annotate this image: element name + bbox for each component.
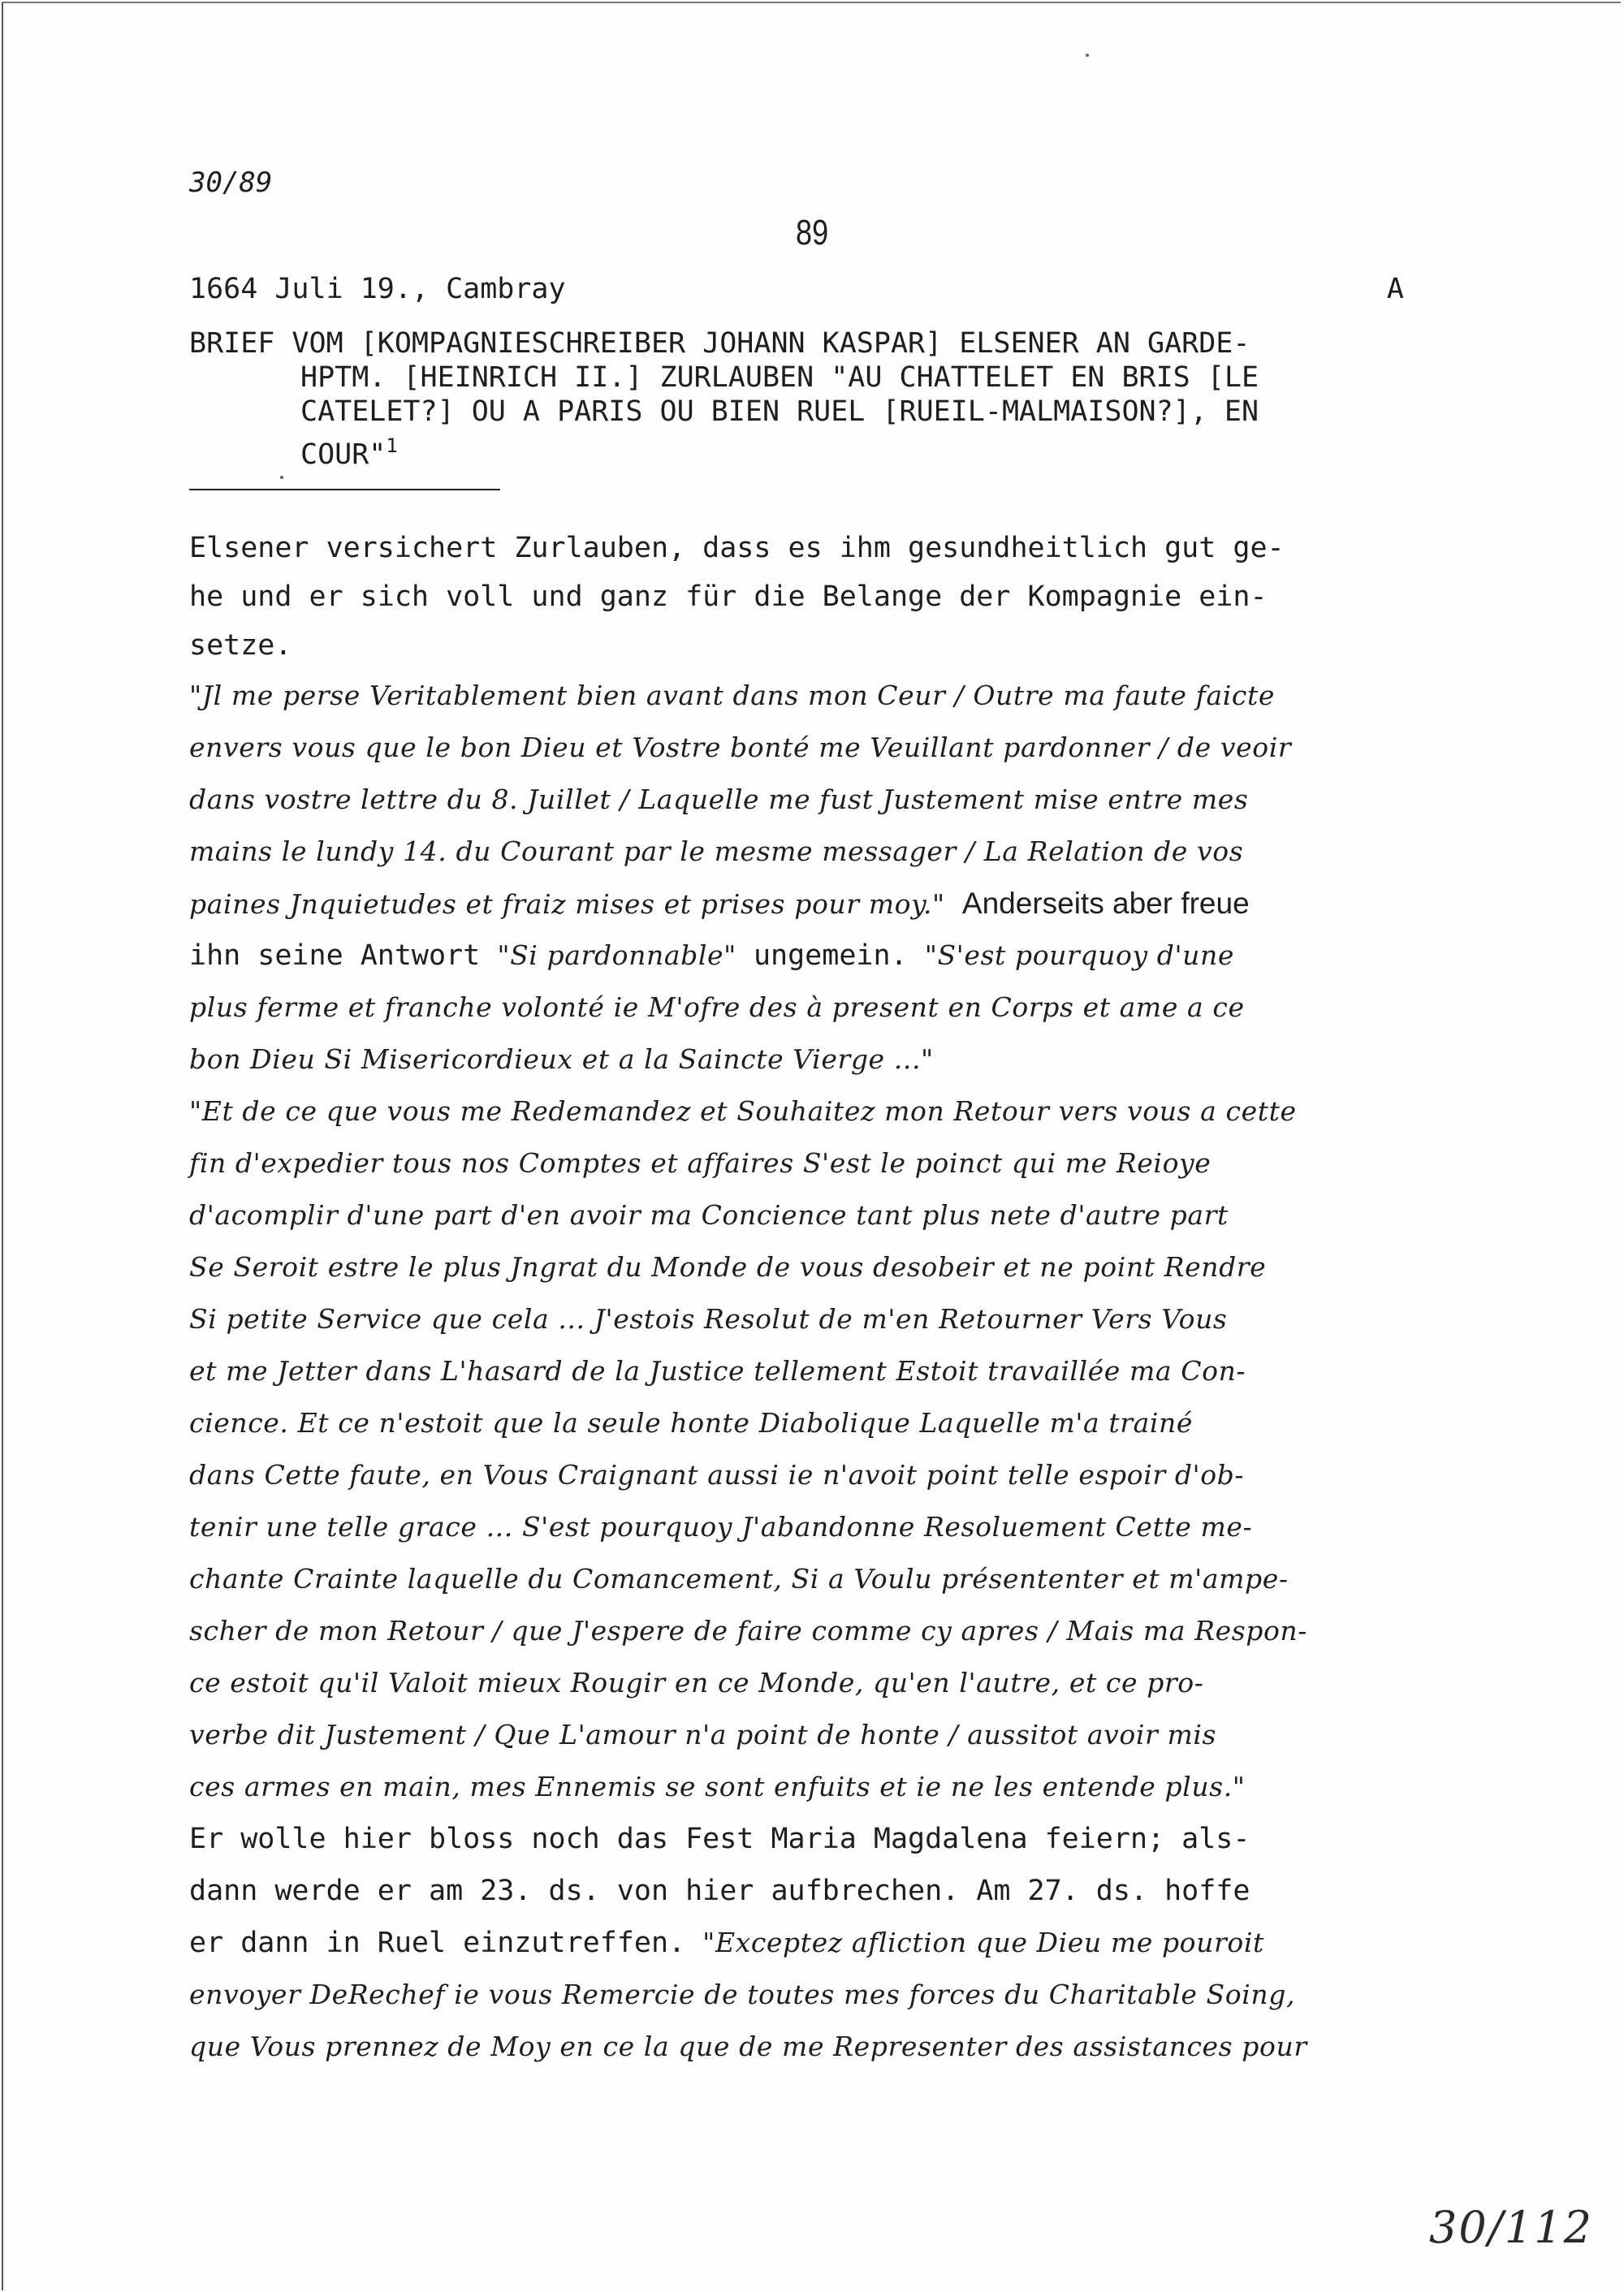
text-line: Er wolle hier bloss noch das Fest Maria Magdalena feiern; als- [189,1823,1250,1855]
scan-speck [1086,54,1089,57]
quote-line: bon Dieu Si Misericordieux et a la Saincte Vierge ..." [189,1043,934,1075]
text-fragment: ihn seine Antwort [189,939,481,972]
quote-line: mains le lundy 14. du Courant par le mesme messager / La Relation de vos [189,835,1244,867]
heading-line: HPTM. [HEINRICH II.] ZURLAUBEN "AU CHATTELET EN BRIS [LE [300,361,1259,394]
text-line: dann werde er am 23. ds. von hier aufbrechen. Am 27. ds. hoffe [189,1875,1250,1907]
text-fragment: Anderseits aber freue [961,887,1250,920]
quote-fragment: paines Jnquietudes et fraiz mises et prises pour moy." [189,888,945,920]
quote-line: que Vous prennez de Moy en ce la que de me Representer des assistances pour [189,2031,1307,2062]
date-place: 1664 Juli 19., Cambray [189,273,566,305]
page-number: 89 [796,213,829,253]
heading-divider [189,489,500,490]
date-line [189,273,1404,305]
text-line: Elsener versichert Zurlauben, dass es ihm gesundheitlich gut ge- [189,532,1285,564]
quote-fragment: "Exceptez afliction que Dieu me pouroit [702,1927,1264,1958]
quote-line: dans Cette faute, en Vous Craignant aussi ie n'avoit point telle espoir d'ob- [189,1459,1245,1491]
quote-line: tenir une telle grace ... S'est pourquoy J'abandonne Resoluement Cette me- [189,1511,1253,1543]
quote-line: dans vostre lettre du 8. Juillet / Laquelle me fust Justement mise entre mes [189,783,1249,815]
text-fragment: ungemein. [753,939,908,972]
quote-line: ces armes en main, mes Ennemis se sont enfuits et ie ne les entende plus." [189,1771,1246,1802]
letter-summary [189,524,1440,2073]
heading-line: BRIEF VOM [KOMPAGNIESCHREIBER JOHANN KASPAR] ELSENER AN GARDE- [189,327,1250,360]
heading-line [189,429,1432,472]
quote-line: cience. Et ce n'estoit que la seule honte Diabolique Laquelle m'a trainé [189,1407,1194,1439]
quote-line: envers vous que le bon Dieu et Vostre bonté me Veuillant pardonner / de veoir [189,732,1292,763]
archive-reference: 30/89 [189,166,273,199]
quote-line: plus ferme et franche volonté ie M'ofre des à present en Corps et ame a ce [189,991,1245,1023]
classification-letter: A [1386,273,1404,305]
quote-line: "Et de ce que vous me Redemandez et Souhaitez mon Retour vers vous a cette [189,1095,1297,1127]
document-heading [189,326,1432,472]
quote-line: Se Seroit estre le plus Jngrat du Monde de vous desobeir et ne point Rendre [189,1251,1267,1283]
quote-line: chante Crainte laquelle du Comancement, Si a Voulu présententer et m'ampe- [189,1563,1289,1595]
footnote-reference: 1 [386,434,398,457]
quote-line: "Jl me perse Veritablement bien avant dans mon Ceur / Outre ma faute faicte [189,680,1275,711]
mixed-line [189,878,1440,930]
quote-fragment: "Si pardonnable" [497,939,736,971]
mixed-line [189,930,1440,982]
quote-line: verbe dit Justement / Que L'amour n'a point de honte / aussitot avoir mis [189,1719,1217,1750]
quote-line: Si petite Service que cela ... J'estois Resolut de m'en Retourner Vers Vous [189,1303,1228,1335]
quote-line: envoyer DeRechef ie vous Remercie de toutes mes forces du Charitable Soing, [189,1979,1296,2010]
text-line: setze. [189,629,292,662]
heading-line: CATELET?] OU A PARIS OU BIEN RUEL [RUEIL-MALMAISON?], EN [300,395,1259,428]
text-line: he und er sich voll und ganz für die Belange der Kompagnie ein- [189,581,1268,613]
quote-line: ce estoit qu'il Valoit mieux Rougir en ce Monde, qu'en l'autre, et ce pro- [189,1667,1204,1698]
heading-line-text: COUR" [300,438,387,471]
handwritten-folio-number: 30/112 [1429,2202,1593,2253]
text-fragment: er dann in Ruel einzutreffen. [189,1927,686,1959]
quote-line: et me Jetter dans L'hasard de la Justice tellement Estoit travaillée ma Con- [189,1355,1246,1387]
quote-line: fin d'expedier tous nos Comptes et affaires S'est le poinct qui me Reioye [189,1147,1212,1179]
quote-line: d'acomplir d'une part d'en avoir ma Concience tant plus nete d'autre part [189,1199,1229,1231]
mixed-line [189,1917,1440,1969]
scan-speck [280,476,283,479]
quote-line: scher de mon Retour / que J'espere de faire comme cy apres / Mais ma Respon- [189,1615,1308,1647]
quote-fragment: "S'est pourquoy d'une [924,939,1235,971]
